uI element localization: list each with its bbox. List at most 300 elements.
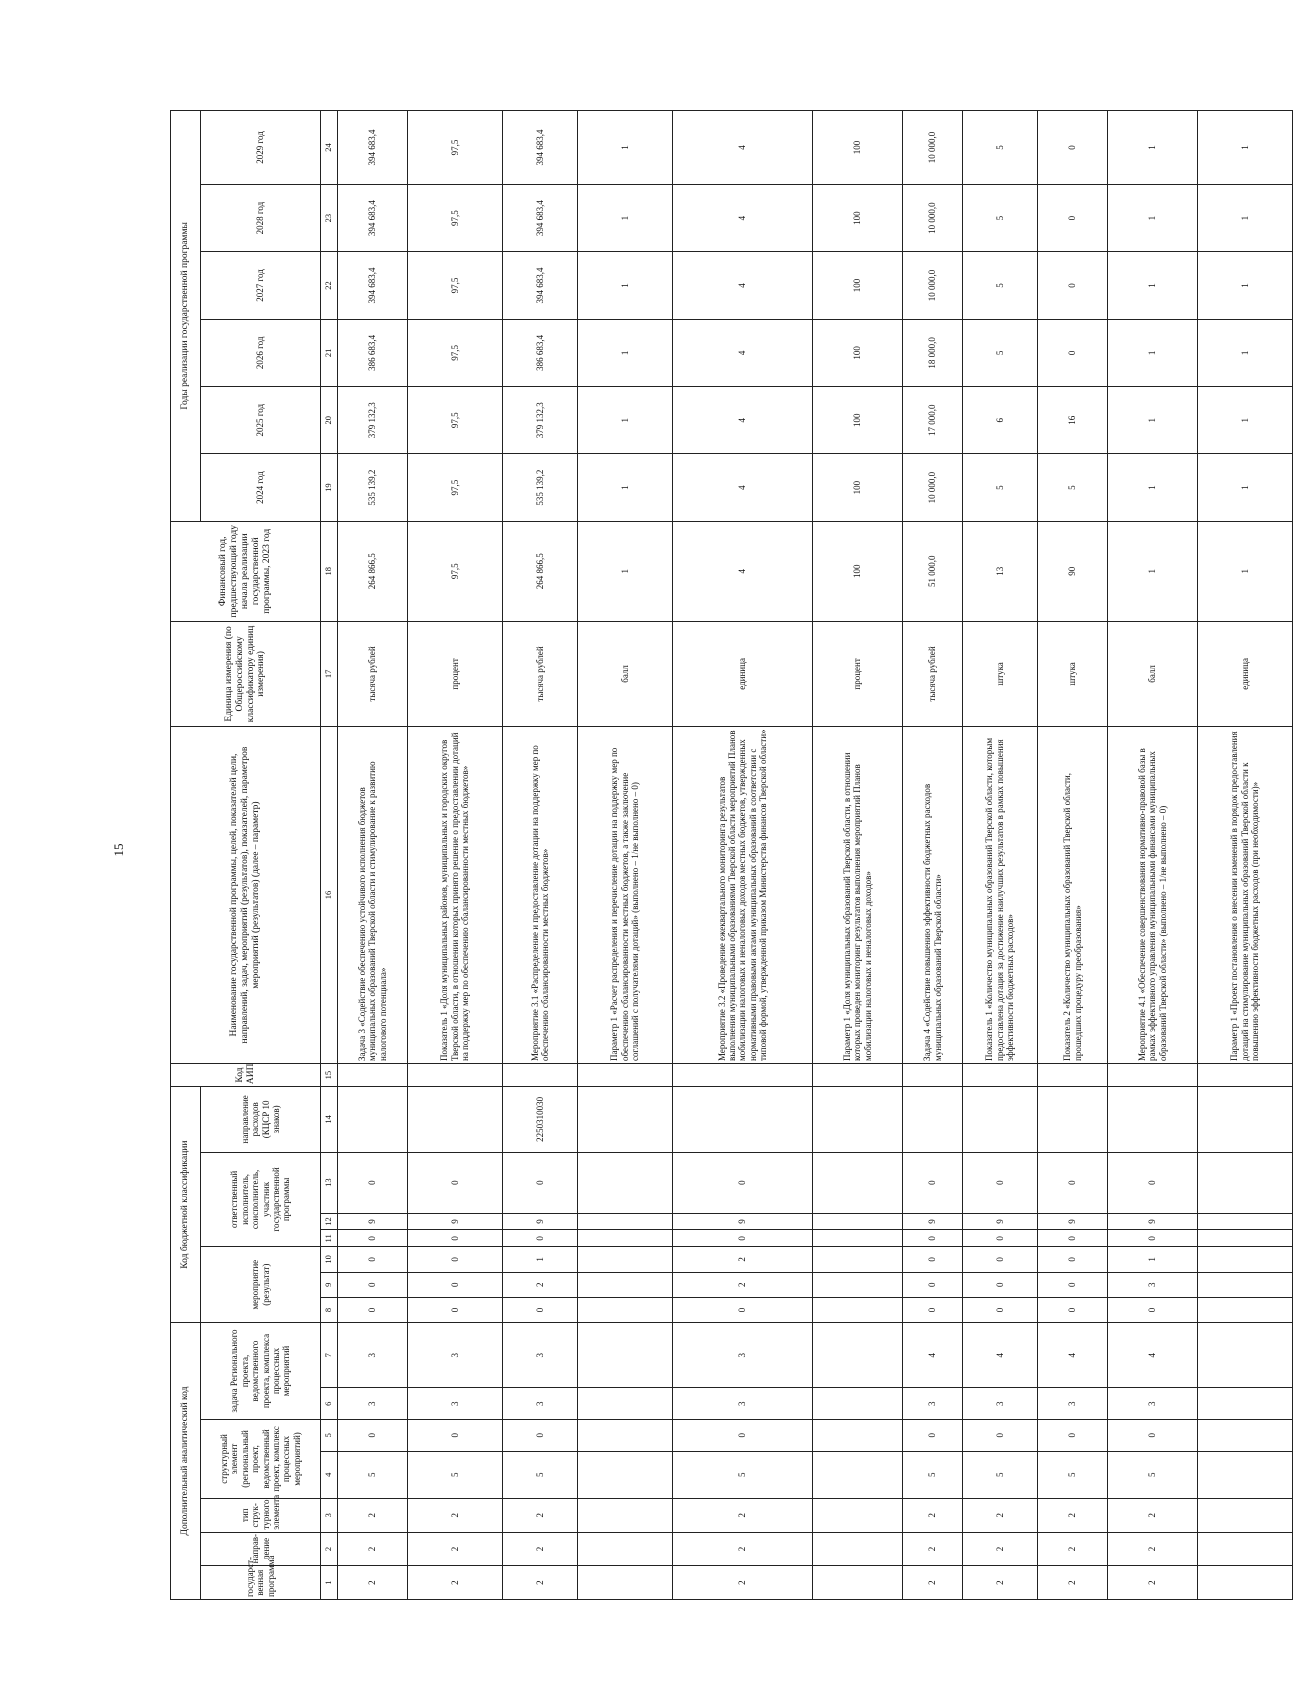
code-cell: 3 [338,1323,408,1388]
code-cell [673,1087,813,1152]
value-cell: 1 [1108,319,1198,386]
header-years-group: Годы реализации государственной программы [171,111,201,522]
code-cell [813,1388,903,1420]
value-cell: 5 [963,184,1038,251]
code-cell: 0 [338,1247,408,1272]
code-cell: 3 [1108,1388,1198,1420]
value-cell: 394 683,4 [503,252,578,319]
code-cell: 0 [1108,1419,1198,1451]
code-cell: 0 [408,1419,503,1451]
code-cell: 0 [1038,1230,1108,1247]
value-cell: 1 [1108,521,1198,621]
code-cell [813,1213,903,1230]
table-row [578,111,673,1600]
code-cell [578,1566,673,1600]
code-cell [813,1064,903,1087]
code-cell: 5 [1038,1451,1108,1498]
code-cell [1198,1064,1293,1087]
code-cell: 2 [903,1532,963,1566]
header-year-2027: 2027 год [201,252,321,319]
value-cell: 1 [578,454,673,521]
code-cell: 0 [963,1272,1038,1297]
row-name: Показатель 1 «Количество муниципальных образований Тверской области, которым предоставлена дотация за достижение наилучших результатов в рамках повышения эффективности бюджетных расходов» [963,727,1038,1064]
value-cell: 10 000,0 [903,111,963,185]
code-cell: 0 [903,1272,963,1297]
value-cell: 4 [673,111,813,185]
header-task: задача Регионального проекта, ведомственного проекта, комплекса процессных мероприятий [201,1323,321,1420]
row-name: Параметр 1 «Доля муниципальных образований Тверской области, в отношении которых проведен мониторинг результатов выполнения мероприятий Планов мобилизации налоговых и неналоговых доходов» [813,727,903,1064]
code-cell [1108,1087,1198,1152]
code-cell: 0 [963,1152,1038,1213]
table-row [408,111,503,1600]
row-unit: единица [1198,621,1293,726]
code-cell: 2 [903,1498,963,1532]
value-cell: 4 [673,184,813,251]
code-cell: 3 [1038,1388,1108,1420]
value-cell: 97,5 [408,521,503,621]
value-cell: 264 866,5 [338,521,408,621]
code-cell: 0 [673,1152,813,1213]
code-cell [1198,1297,1293,1322]
code-cell: 5 [903,1451,963,1498]
value-cell: 1 [1198,252,1293,319]
code-cell: 0 [338,1297,408,1322]
code-cell: 2 [503,1532,578,1566]
value-cell: 1 [1198,454,1293,521]
code-cell: 0 [408,1272,503,1297]
code-cell: 9 [338,1213,408,1230]
code-cell: 2 [408,1532,503,1566]
code-cell: 1 [1108,1247,1198,1272]
value-cell: 4 [673,521,813,621]
code-cell [578,1388,673,1420]
code-cell: 4 [963,1323,1038,1388]
code-cell: 0 [1038,1297,1108,1322]
header-year-2025: 2025 год [201,387,321,454]
code-cell [1198,1388,1293,1420]
value-cell: 18 000,0 [903,319,963,386]
header-gos-program: государст-венная программа [201,1566,321,1600]
row-unit: штука [963,621,1038,726]
value-cell: 0 [1038,184,1108,251]
value-cell: 1 [1198,387,1293,454]
code-cell: 0 [673,1419,813,1451]
header-year-2026: 2026 год [201,319,321,386]
value-cell: 97,5 [408,252,503,319]
code-cell: 0 [1038,1152,1108,1213]
column-index-cell: 11 [321,1230,338,1247]
code-cell: 3 [963,1388,1038,1420]
code-cell: 9 [963,1213,1038,1230]
value-cell: 1 [1198,319,1293,386]
code-cell: 2 [673,1498,813,1532]
table-row [338,111,408,1600]
code-cell: 0 [503,1152,578,1213]
code-cell: 5 [673,1451,813,1498]
value-cell: 1 [1198,521,1293,621]
value-cell: 1 [578,252,673,319]
code-cell: 0 [503,1230,578,1247]
row-name: Мероприятие 3.2 «Проведение ежеквартального мониторинга результатов выполнения муниципальными образованиями Тверской области мероприятий Планов мобилизации налоговых и неналоговых доходов местных бюджетов, утвержденных нормативными правовыми актами муниципальных образований в соответствии с типовой формой, утвержденной приказом Министерства финансов Тверской области» [673,727,813,1064]
value-cell: 4 [673,319,813,386]
code-cell: 0 [963,1247,1038,1272]
value-cell: 1 [578,111,673,185]
code-cell [1198,1498,1293,1532]
table-row [813,111,903,1600]
value-cell: 535 139,2 [338,454,408,521]
column-index-cell: 19 [321,454,338,521]
code-cell: 0 [1038,1272,1108,1297]
code-cell: 2 [408,1498,503,1532]
code-cell [1198,1566,1293,1600]
code-cell: 2 [503,1498,578,1532]
code-cell: 9 [503,1213,578,1230]
column-index-cell: 8 [321,1297,338,1322]
column-index-cell: 7 [321,1323,338,1388]
code-cell [813,1498,903,1532]
header-struct: структурный элемент (региональный проект, ведомственный проект, комплекс процессных мероприятий) [201,1419,321,1498]
header-unit: Единица измерения (по Общероссийскому классификатору единиц измерения) [171,621,321,726]
code-cell: 2 [963,1498,1038,1532]
code-cell: 2 [1108,1498,1198,1532]
row-unit: штука [1038,621,1108,726]
code-cell [578,1498,673,1532]
column-index-cell: 22 [321,252,338,319]
code-cell: 0 [408,1247,503,1272]
column-index-cell: 18 [321,521,338,621]
code-cell [1198,1087,1293,1152]
value-cell: 17 000,0 [903,387,963,454]
code-cell [963,1087,1038,1152]
table-row [903,111,963,1600]
value-cell: 386 683,4 [503,319,578,386]
table-row [1038,111,1108,1600]
row-name: Задача 3 «Содействие обеспечению устойчивого исполнения бюджетов муниципальных образований Тверской области и стимулирование к развитию налогового потенциала» [338,727,408,1064]
table-row [1108,111,1198,1600]
code-cell: 2 [503,1566,578,1600]
column-index-cell: 9 [321,1272,338,1297]
value-cell: 264 866,5 [503,521,578,621]
code-cell [408,1064,503,1087]
value-cell: 16 [1038,387,1108,454]
code-cell: 4 [903,1323,963,1388]
column-index-cell: 23 [321,184,338,251]
value-cell: 90 [1038,521,1108,621]
column-index-cell: 4 [321,1451,338,1498]
code-cell: 0 [673,1230,813,1247]
code-cell [813,1323,903,1388]
row-unit: процент [813,621,903,726]
code-cell [1038,1064,1108,1087]
value-cell: 100 [813,111,903,185]
code-cell: 0 [408,1297,503,1322]
code-cell: 3 [1108,1272,1198,1297]
code-cell: 5 [963,1451,1038,1498]
code-cell: 0 [503,1297,578,1322]
code-cell [578,1451,673,1498]
column-index-cell: 5 [321,1419,338,1451]
value-cell: 535 139,2 [503,454,578,521]
value-cell: 394 683,4 [503,111,578,185]
code-cell: 9 [903,1213,963,1230]
code-cell: 2 [408,1566,503,1600]
header-type: тип струк-турного элемента [201,1498,321,1532]
code-cell: 5 [1108,1451,1198,1498]
value-cell: 379 132,3 [503,387,578,454]
column-index-cell: 2 [321,1532,338,1566]
column-index-cell: 15 [321,1064,338,1087]
value-cell: 4 [673,387,813,454]
header-direction: направ-ление [201,1532,321,1566]
value-cell: 100 [813,319,903,386]
row-unit: балл [1108,621,1198,726]
value-cell: 13 [963,521,1038,621]
code-cell [408,1087,503,1152]
value-cell: 394 683,4 [338,111,408,185]
code-cell [813,1272,903,1297]
header-code-ait: Код АИП [171,1064,321,1087]
code-cell: 0 [903,1419,963,1451]
code-cell: 3 [673,1388,813,1420]
code-cell [1198,1451,1293,1498]
code-cell: 2 [1038,1566,1108,1600]
code-cell [578,1064,673,1087]
code-cell [578,1272,673,1297]
code-cell [1198,1532,1293,1566]
code-cell: 2 [1108,1532,1198,1566]
code-cell [813,1247,903,1272]
code-cell [338,1087,408,1152]
code-cell: 2 [338,1532,408,1566]
code-cell [1038,1087,1108,1152]
row-unit: процент [408,621,503,726]
code-cell: 3 [503,1388,578,1420]
value-cell: 1 [1108,184,1198,251]
value-cell: 1 [1198,111,1293,185]
value-cell: 5 [963,454,1038,521]
header-year-2024: 2024 год [201,454,321,521]
value-cell: 97,5 [408,111,503,185]
value-cell: 394 683,4 [338,252,408,319]
value-cell: 10 000,0 [903,454,963,521]
value-cell: 10 000,0 [903,252,963,319]
code-cell: 9 [673,1213,813,1230]
code-cell: 0 [963,1419,1038,1451]
header-fin-year: Финансовый год, предшествующий году начала реализации государственной программы, 2023 год [171,521,321,621]
code-cell [813,1230,903,1247]
value-cell: 5 [963,252,1038,319]
code-cell [578,1532,673,1566]
column-index-cell: 3 [321,1498,338,1532]
value-cell: 6 [963,387,1038,454]
value-cell: 5 [963,319,1038,386]
page-number: 15 [111,843,126,857]
code-cell: 2 [673,1532,813,1566]
code-cell: 9 [1108,1213,1198,1230]
code-cell: 2 [1038,1498,1108,1532]
code-cell [1108,1064,1198,1087]
code-cell [578,1247,673,1272]
header-dir-exp: направление расходов (КЦСР 10 знаков) [201,1087,321,1152]
table-row [503,111,578,1600]
value-cell: 100 [813,184,903,251]
code-cell [1198,1323,1293,1388]
column-index-cell: 6 [321,1388,338,1420]
value-cell: 1 [578,387,673,454]
code-cell: 0 [338,1272,408,1297]
code-cell [813,1566,903,1600]
code-cell [578,1087,673,1152]
code-cell [903,1064,963,1087]
row-name: Показатель 2 «Количество муниципальных образований Тверской области, прошедших процедуру преобразования» [1038,727,1108,1064]
code-cell: 2 [673,1247,813,1272]
code-cell [813,1532,903,1566]
code-cell: 0 [408,1230,503,1247]
code-cell [578,1213,673,1230]
value-cell: 100 [813,387,903,454]
value-cell: 1 [1108,387,1198,454]
column-index-cell: 14 [321,1087,338,1152]
code-cell: 9 [1038,1213,1108,1230]
row-unit: тысяча рублей [503,621,578,726]
code-cell [1198,1213,1293,1230]
rotated-table-wrapper [170,110,1261,1600]
value-cell: 379 132,3 [338,387,408,454]
value-cell: 1 [578,521,673,621]
code-cell [578,1323,673,1388]
code-cell: 2 [338,1498,408,1532]
code-cell: 0 [963,1230,1038,1247]
value-cell: 1 [1108,111,1198,185]
value-cell: 1 [578,184,673,251]
code-cell [813,1451,903,1498]
code-cell: 4 [1038,1323,1108,1388]
column-index-cell: 10 [321,1247,338,1272]
column-index-row [321,111,338,1600]
code-cell: 3 [408,1388,503,1420]
code-cell: 4 [1108,1323,1198,1388]
column-index-cell: 24 [321,111,338,185]
code-cell: 2250310030 [503,1087,578,1152]
code-cell: 2 [673,1566,813,1600]
value-cell: 97,5 [408,454,503,521]
code-cell: 5 [503,1451,578,1498]
code-cell: 0 [1108,1297,1198,1322]
value-cell: 5 [963,111,1038,185]
code-cell: 2 [1038,1532,1108,1566]
code-cell [673,1064,813,1087]
value-cell: 51 000,0 [903,521,963,621]
code-cell: 0 [338,1419,408,1451]
code-cell: 3 [408,1323,503,1388]
code-cell: 0 [338,1230,408,1247]
value-cell: 97,5 [408,387,503,454]
value-cell: 394 683,4 [503,184,578,251]
code-cell: 0 [408,1152,503,1213]
value-cell: 1 [1198,184,1293,251]
value-cell: 100 [813,252,903,319]
row-name: Мероприятие 4.1 «Обеспечение совершенствования нормативно-правовой базы в рамках эффективного управления муниципальными финансами муниципальных образований Тверской области» (выполнено – 1/не выполнено – 0) [1108,727,1198,1064]
code-cell: 0 [903,1152,963,1213]
row-name: Задача 4 «Содействие повышению эффективности бюджетных расходов муниципальных образований Тверской области» [903,727,963,1064]
header-budget-code: Код бюджетной классификации [171,1087,201,1323]
code-cell: 3 [338,1388,408,1420]
code-cell: 2 [903,1566,963,1600]
code-cell: 0 [1038,1247,1108,1272]
code-cell: 2 [338,1566,408,1600]
code-cell: 2 [503,1272,578,1297]
table-body [338,111,1293,1600]
row-unit: единица [673,621,813,726]
header-resp: ответственный исполнитель, соисполнитель, участник государственной программы [201,1152,321,1247]
value-cell: 100 [813,454,903,521]
code-cell: 0 [1038,1419,1108,1451]
code-cell [1198,1247,1293,1272]
code-cell: 0 [903,1297,963,1322]
code-cell [813,1087,903,1152]
value-cell: 386 683,4 [338,319,408,386]
value-cell: 97,5 [408,319,503,386]
program-table [170,110,1293,1600]
code-cell: 3 [673,1323,813,1388]
header-dop-code: Дополнительный аналитический код [171,1323,201,1600]
value-cell: 97,5 [408,184,503,251]
column-index-cell: 16 [321,727,338,1064]
code-cell [578,1230,673,1247]
row-name: Мероприятие 3.1 «Распределение и предоставление дотации на поддержку мер по обеспечению сбалансированности местных бюджетов» [503,727,578,1064]
value-cell: 10 000,0 [903,184,963,251]
code-cell: 2 [673,1272,813,1297]
code-cell [578,1297,673,1322]
value-cell: 0 [1038,319,1108,386]
code-cell: 0 [903,1230,963,1247]
value-cell: 1 [1108,252,1198,319]
code-cell: 5 [408,1451,503,1498]
code-cell: 1 [503,1247,578,1272]
value-cell: 5 [1038,454,1108,521]
column-index-cell: 20 [321,387,338,454]
value-cell: 4 [673,252,813,319]
value-cell: 100 [813,521,903,621]
header-name: Наименование государственной программы, целей, показателей цели, направлений, задач, мероприятий (результатов), показателей, параметров мероприятий (результатов) (далее – параметр) [171,727,321,1064]
code-cell [1198,1419,1293,1451]
code-cell: 2 [1108,1566,1198,1600]
code-cell: 0 [1108,1152,1198,1213]
code-cell [813,1152,903,1213]
value-cell: 1 [578,319,673,386]
code-cell: 3 [503,1323,578,1388]
code-cell [903,1087,963,1152]
code-cell [503,1064,578,1087]
table-row [963,111,1038,1600]
row-unit: тысяча рублей [338,621,408,726]
code-cell: 3 [903,1388,963,1420]
header-year-2028: 2028 год [201,184,321,251]
code-cell: 9 [408,1213,503,1230]
row-name: Показатель 1 «Доля муниципальных районов, муниципальных и городских округов Тверской области, в отношении которых принято решение о предоставлении дотаций на поддержку мер по обеспечению сбалансированности местных бюджетов» [408,727,503,1064]
code-cell: 0 [1108,1230,1198,1247]
code-cell: 0 [673,1297,813,1322]
column-index-cell: 13 [321,1152,338,1213]
column-index-cell: 21 [321,319,338,386]
code-cell [813,1297,903,1322]
code-cell [813,1419,903,1451]
value-cell: 4 [673,454,813,521]
table-row [1198,111,1293,1600]
header-year-2029: 2029 год [201,111,321,185]
header-event: мероприятие (результат) [201,1247,321,1323]
code-cell: 0 [963,1297,1038,1322]
